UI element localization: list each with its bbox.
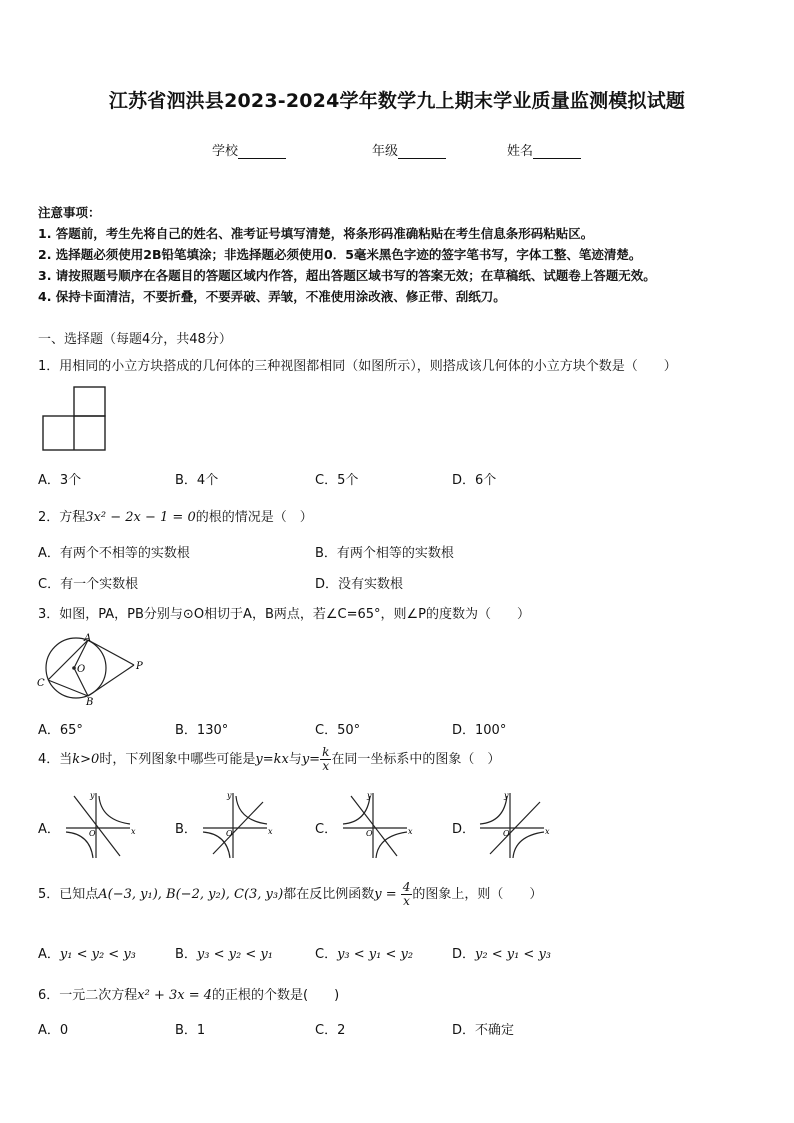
x-axis-label: x <box>545 827 550 836</box>
option-d: D．不确定 <box>452 1023 515 1038</box>
point-p-label: P <box>136 661 143 672</box>
y-axis-label: y <box>367 791 372 800</box>
notice-item: 4. 保持卡面清洁，不要折叠，不要弄破、弄皱，不准使用涂改液、修正带、刮纸刀。 <box>38 289 506 304</box>
option-math: y₁ < y₂ < y₃ <box>59 947 136 962</box>
y-axis-label: y <box>90 791 95 800</box>
option-c: C．有一个实数根 <box>38 577 139 592</box>
fraction-denominator: x <box>403 894 410 908</box>
three-view-figure <box>40 384 110 454</box>
point-o-label: O <box>77 664 86 675</box>
notice-item: 3. 请按照题号顺序在各题目的答题区域内作答，超出答题区域书写的答案无效；在草稿纸、试题卷上答题无效。 <box>38 268 656 283</box>
question-4-and: 与 <box>288 752 302 767</box>
notice-item: 2. 选择题必须使用2B铅笔填涂；非选择题必须使用0．5毫米黑色字迹的签字笔书写，字体工整、笔迹清楚。 <box>38 247 642 262</box>
origin-label: O <box>89 829 96 838</box>
question-5-stem <box>38 881 542 908</box>
question-5-prefix: 5．已知点 <box>38 887 99 902</box>
school-blank <box>238 145 286 159</box>
name-label: 姓名 <box>507 144 534 159</box>
question-4-prefix: 4．当 <box>38 752 73 767</box>
point-b-label: B <box>86 697 94 706</box>
option-c <box>315 943 413 962</box>
grade-field <box>372 140 446 159</box>
option-b: B． <box>175 822 197 837</box>
option-d: D．没有实数根 <box>315 577 404 592</box>
origin-label: O <box>503 829 510 838</box>
question-4-fraction <box>320 746 331 773</box>
question-6-prefix: 6．一元二次方程 <box>38 988 138 1003</box>
option-d: D．6个 <box>452 473 497 488</box>
option-c: C． <box>315 822 338 837</box>
notice-item: 1. 答题前，考生先将自己的姓名、准考证号填写清楚，将条形码准确粘贴在考生信息条形码粘贴区。 <box>38 226 594 241</box>
option-c: C．2 <box>315 1023 346 1038</box>
option-a: A．3个 <box>38 473 82 488</box>
option-d: D．100° <box>452 723 507 738</box>
option-math: y₃ < y₂ < y₁ <box>196 947 273 962</box>
option-letter: D． <box>452 947 476 962</box>
graph-c <box>339 790 414 862</box>
question-6-suffix: 的正根的个数是( ) <box>212 988 340 1003</box>
origin-label: O <box>226 829 233 838</box>
name-field <box>507 140 581 159</box>
grade-label: 年级 <box>372 144 399 159</box>
graph-b <box>199 790 274 862</box>
option-c: C．5个 <box>315 473 359 488</box>
y-axis-label: y <box>504 791 509 800</box>
circle-tangent-figure <box>36 632 148 706</box>
question-2-suffix: 的根的情况是（ ） <box>195 510 313 525</box>
question-2-prefix: 2．方程 <box>38 510 86 525</box>
fraction-numerator: 4 <box>402 880 411 894</box>
option-a: A．0 <box>38 1023 69 1038</box>
option-c: C．50° <box>315 723 361 738</box>
question-5-mid: 都在反比例函数 <box>283 887 375 902</box>
question-4-stem <box>38 746 500 773</box>
option-a <box>38 943 136 962</box>
notice-heading: 注意事项： <box>38 205 101 220</box>
option-a: A． <box>38 822 60 837</box>
fraction-numerator: k <box>322 745 330 759</box>
option-math: y₃ < y₁ < y₂ <box>337 947 414 962</box>
question-4-eq1: y=kx <box>255 752 289 767</box>
question-4-eq2-lhs: y= <box>301 752 321 767</box>
question-6-equation: x² + 3x = 4 <box>137 988 213 1003</box>
name-blank <box>533 145 581 159</box>
point-c-label: C <box>37 678 45 689</box>
option-letter: C． <box>315 947 338 962</box>
question-2-stem <box>38 506 313 525</box>
question-4-suffix: 在同一坐标系中的图象（ ） <box>331 752 501 767</box>
question-4-condition: k>0 <box>72 752 100 767</box>
option-letter: B． <box>175 947 197 962</box>
option-letter: A． <box>38 947 60 962</box>
question-4-mid: 时，下列图象中哪些可能是 <box>99 752 256 767</box>
graph-a <box>62 790 137 862</box>
option-d: D． <box>452 822 476 837</box>
point-a-label: A <box>84 633 92 644</box>
x-axis-label: x <box>131 827 136 836</box>
grade-blank <box>398 145 446 159</box>
question-5-func-lhs: y = <box>374 887 397 902</box>
graph-d <box>476 790 551 862</box>
x-axis-label: x <box>268 827 273 836</box>
question-1-stem: 1．用相同的小立方块搭成的几何体的三种视图都相同（如图所示），则搭成该几何体的小立方块个数是（ ） <box>38 359 677 374</box>
question-6-stem <box>38 984 339 1003</box>
page-title: 江苏省泗洪县2023-2024学年数学九上期末学业质量监测模拟试题 <box>108 90 686 112</box>
option-b: B．130° <box>175 723 229 738</box>
question-5-points: A(−3, y₁), B(−2, y₂), C(3, y₃) <box>98 887 284 902</box>
y-axis-label: y <box>227 791 232 800</box>
question-5-fraction <box>401 881 413 908</box>
school-field <box>212 140 286 159</box>
option-b <box>175 943 273 962</box>
option-b: B．有两个相等的实数根 <box>315 546 454 561</box>
option-math: y₂ < y₁ < y₃ <box>475 947 551 962</box>
option-b: B．1 <box>175 1023 206 1038</box>
origin-label: O <box>366 829 373 838</box>
option-a: A．65° <box>38 723 83 738</box>
section-heading: 一、选择题（每题4分，共48分） <box>38 332 232 347</box>
school-label: 学校 <box>212 144 239 159</box>
option-b: B．4个 <box>175 473 219 488</box>
option-a: A．有两个不相等的实数根 <box>38 546 190 561</box>
question-3-stem: 3．如图，PA，PB分别与⊙O相切于A，B两点，若∠C=65°，则∠P的度数为（ ） <box>38 607 531 622</box>
x-axis-label: x <box>408 827 413 836</box>
option-d <box>452 943 551 962</box>
question-5-suffix: 的图象上，则（ ） <box>412 887 543 902</box>
question-2-equation: 3x² − 2x − 1 = 0 <box>85 510 196 525</box>
fraction-denominator: x <box>322 759 330 773</box>
